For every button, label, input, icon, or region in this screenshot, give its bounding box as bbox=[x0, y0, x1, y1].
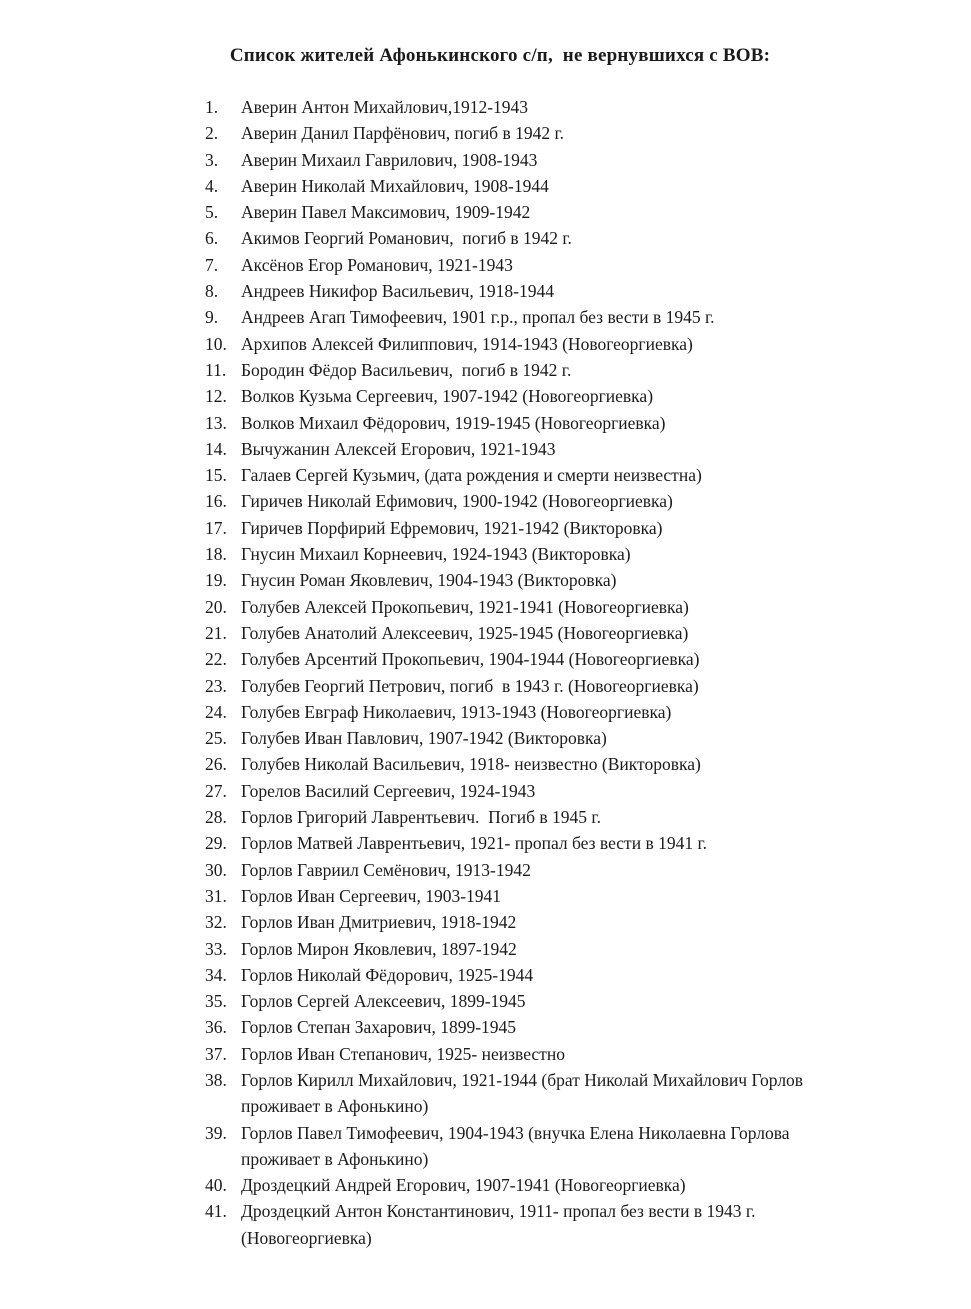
list-item-number: 35. bbox=[205, 991, 227, 1012]
list-item bbox=[205, 1120, 861, 1173]
list-item-number: 16. bbox=[205, 491, 227, 512]
list-item-number: 17. bbox=[205, 517, 227, 538]
list-item-text: Горлов Иван Сергеевич, 1903-1941 bbox=[241, 885, 502, 906]
list-item-number: 27. bbox=[205, 780, 227, 801]
list-item-text: Бородин Фёдор Васильевич, погиб в 1942 г. bbox=[241, 359, 572, 380]
list-item-text: Горлов Мирон Яковлевич, 1897-1942 bbox=[241, 938, 517, 959]
list-item-text: Дроздецкий Антон Константинович, 1911- пропал без вести в 1943 г. (Новогеоргиевка) bbox=[241, 1201, 760, 1248]
list-item bbox=[205, 199, 861, 225]
list-item-number: 6. bbox=[205, 228, 219, 249]
list-item-text: Горлов Кирилл Михайлович, 1921-1944 (брат Николай Михайлович Горлов проживает в Афонькино) bbox=[241, 1069, 808, 1117]
list-item bbox=[205, 541, 861, 567]
list-item-number: 34. bbox=[205, 964, 227, 985]
list-item bbox=[205, 620, 861, 646]
list-item-text: Гнусин Роман Яковлевич, 1904-1943 (Викторовка) bbox=[241, 570, 617, 591]
list-item-number: 13. bbox=[205, 412, 227, 433]
page-title: Список жителей Афонькинского с/п, не вернувшихся с ВОВ: bbox=[229, 45, 771, 66]
list-item-number: 33. bbox=[205, 938, 227, 959]
list-item bbox=[205, 252, 861, 278]
list-item-number: 40. bbox=[205, 1175, 227, 1196]
list-item bbox=[205, 567, 861, 593]
list-item-number: 18. bbox=[205, 544, 227, 565]
list-item bbox=[205, 936, 861, 962]
list-item-text: Андреев Никифор Васильевич, 1918-1944 bbox=[241, 281, 554, 302]
list-item-text: Горелов Василий Сергеевич, 1924-1943 bbox=[241, 780, 536, 801]
list-item-number: 36. bbox=[205, 1017, 227, 1038]
list-item bbox=[205, 515, 861, 541]
list-item-text: Горлов Гавриил Семёнович, 1913-1942 bbox=[241, 859, 531, 880]
list-item bbox=[205, 699, 861, 725]
list-item-number: 7. bbox=[205, 254, 219, 275]
list-item-text: Аверин Данил Парфёнович, погиб в 1942 г. bbox=[241, 123, 565, 144]
list-item-number: 5. bbox=[205, 202, 219, 223]
list-item-number: 11. bbox=[205, 359, 227, 380]
list-item-number: 31. bbox=[205, 885, 227, 906]
list-item bbox=[205, 410, 861, 436]
list-item-text: Волков Михаил Фёдорович, 1919-1945 (Новогеоргиевка) bbox=[241, 412, 666, 433]
list-item bbox=[205, 804, 861, 830]
list-item-number: 23. bbox=[205, 675, 227, 696]
list-item-number: 1. bbox=[205, 97, 219, 117]
list-item-text: Голубев Анатолий Алексеевич, 1925-1945 (Новогеоргиевка) bbox=[241, 622, 689, 643]
list-item-text: Архипов Алексей Филиппович, 1914-1943 (Новогеоргиевка) bbox=[241, 333, 693, 354]
list-item bbox=[205, 120, 861, 146]
list-item-text: Дроздецкий Андрей Егорович, 1907-1941 (Новогеоргиевка) bbox=[241, 1175, 686, 1196]
list-item-number: 2. bbox=[205, 123, 219, 144]
list-item-text: Акимов Георгий Романович, погиб в 1942 г. bbox=[241, 228, 572, 249]
list-item-text: Горлов Сергей Алексеевич, 1899-1945 bbox=[241, 991, 526, 1012]
list-item-number: 29. bbox=[205, 833, 227, 854]
list-item bbox=[205, 1041, 861, 1067]
list-item bbox=[205, 830, 861, 856]
list-item-text: Горлов Иван Дмитриевич, 1918-1942 bbox=[241, 912, 517, 933]
list-item-number: 32. bbox=[205, 912, 227, 933]
list-item-number: 37. bbox=[205, 1043, 227, 1064]
list-item bbox=[205, 883, 861, 909]
list-item-text: Горлов Павел Тимофеевич, 1904-1943 (внучка Елена Николаевна Горлова проживает в Афонькино) bbox=[241, 1122, 794, 1169]
list-item-number: 26. bbox=[205, 754, 227, 775]
list-item bbox=[205, 436, 861, 462]
list-item-number: 8. bbox=[205, 281, 219, 302]
list-item bbox=[205, 488, 861, 514]
list-item bbox=[205, 1198, 861, 1251]
list-item-text: Аксёнов Егор Романович, 1921-1943 bbox=[241, 254, 513, 275]
list-item-number: 28. bbox=[205, 807, 227, 828]
list-item-text: Голубев Георгий Петрович, погиб в 1943 г. (Новогеоргиевка) bbox=[241, 675, 699, 696]
list-item bbox=[205, 94, 861, 120]
list-item-text: Голубев Иван Павлович, 1907-1942 (Викторовка) bbox=[241, 728, 607, 749]
list-item-number: 14. bbox=[205, 438, 227, 459]
list-item bbox=[205, 725, 861, 751]
list-item bbox=[205, 462, 861, 488]
list-item-number: 3. bbox=[205, 149, 219, 170]
list-item bbox=[205, 988, 861, 1014]
list-item-text: Голубев Алексей Прокопьевич, 1921-1941 (Новогеоргиевка) bbox=[241, 596, 689, 617]
list-item-number: 39. bbox=[205, 1122, 227, 1143]
list-item-text: Горлов Степан Захарович, 1899-1945 bbox=[241, 1017, 517, 1038]
list-item bbox=[205, 673, 861, 699]
list-item-number: 20. bbox=[205, 596, 227, 617]
list-item-number: 19. bbox=[205, 570, 227, 591]
list-item-text: Голубев Николай Васильевич, 1918- неизвестно (Викторовка) bbox=[241, 754, 701, 775]
list-item-number: 30. bbox=[205, 859, 227, 880]
list-item-text: Волков Кузьма Сергеевич, 1907-1942 (Новогеоргиевка) bbox=[241, 386, 654, 407]
list-item-text: Аверин Антон Михайлович,1912-1943 bbox=[241, 97, 529, 117]
list-item-number: 25. bbox=[205, 728, 227, 749]
list-item bbox=[205, 857, 861, 883]
list-item-number: 10. bbox=[205, 333, 227, 354]
list-item bbox=[205, 278, 861, 304]
list-item-number: 24. bbox=[205, 701, 227, 722]
list-item-number: 9. bbox=[205, 307, 219, 328]
list-item-text: Галаев Сергей Кузьмич, (дата рождения и смерти неизвестна) bbox=[241, 465, 702, 486]
list-item bbox=[205, 962, 861, 988]
list-item bbox=[205, 331, 861, 357]
list-item bbox=[205, 383, 861, 409]
list-item-text: Голубев Арсентий Прокопьевич, 1904-1944 (Новогеоргиевка) bbox=[241, 649, 700, 670]
list-item bbox=[205, 778, 861, 804]
list-item-number: 12. bbox=[205, 386, 227, 407]
list-item-text: Андреев Агап Тимофеевич, 1901 г.р., пропал без вести в 1945 г. bbox=[241, 307, 715, 328]
list-item-text: Голубев Евграф Николаевич, 1913-1943 (Новогеоргиевка) bbox=[241, 701, 672, 722]
list-item-number: 15. bbox=[205, 465, 227, 486]
list-item bbox=[205, 909, 861, 935]
list-item bbox=[205, 304, 861, 330]
list-item-text: Горлов Иван Степанович, 1925- неизвестно bbox=[241, 1043, 565, 1064]
list-item-text: Аверин Павел Максимович, 1909-1942 bbox=[241, 202, 531, 223]
list-item bbox=[205, 1014, 861, 1040]
list-item bbox=[205, 1172, 861, 1198]
list-item-text: Горлов Матвей Лаврентьевич, 1921- пропал без вести в 1941 г. bbox=[241, 833, 708, 854]
list-item-number: 38. bbox=[205, 1069, 227, 1090]
list-item-text: Горлов Николай Фёдорович, 1925-1944 bbox=[241, 964, 534, 985]
list-item bbox=[205, 357, 861, 383]
list-item bbox=[205, 594, 861, 620]
list-item-number: 4. bbox=[205, 175, 219, 196]
list-item bbox=[205, 173, 861, 199]
list-item-text: Горлов Григорий Лаврентьевич. Погиб в 1945 г. bbox=[241, 807, 601, 828]
list-item-text: Аверин Николай Михайлович, 1908-1944 bbox=[241, 175, 549, 196]
list-item-number: 41. bbox=[205, 1201, 227, 1222]
list-item bbox=[205, 147, 861, 173]
list-item-text: Гиричев Порфирий Ефремович, 1921-1942 (Викторовка) bbox=[241, 517, 663, 538]
list-item-text: Гиричев Николай Ефимович, 1900-1942 (Новогеоргиевка) bbox=[241, 491, 673, 512]
list-item-text: Аверин Михаил Гаврилович, 1908-1943 bbox=[241, 149, 538, 170]
list-item-text: Вычужанин Алексей Егорович, 1921-1943 bbox=[241, 438, 556, 459]
list-item-text: Гнусин Михаил Корнеевич, 1924-1943 (Викторовка) bbox=[241, 544, 631, 565]
memorial-list bbox=[165, 94, 861, 1251]
list-item bbox=[205, 646, 861, 672]
list-item bbox=[205, 751, 861, 777]
list-item-number: 21. bbox=[205, 622, 227, 643]
list-item bbox=[205, 1067, 861, 1120]
list-item bbox=[205, 225, 861, 251]
list-item-number: 22. bbox=[205, 649, 227, 670]
